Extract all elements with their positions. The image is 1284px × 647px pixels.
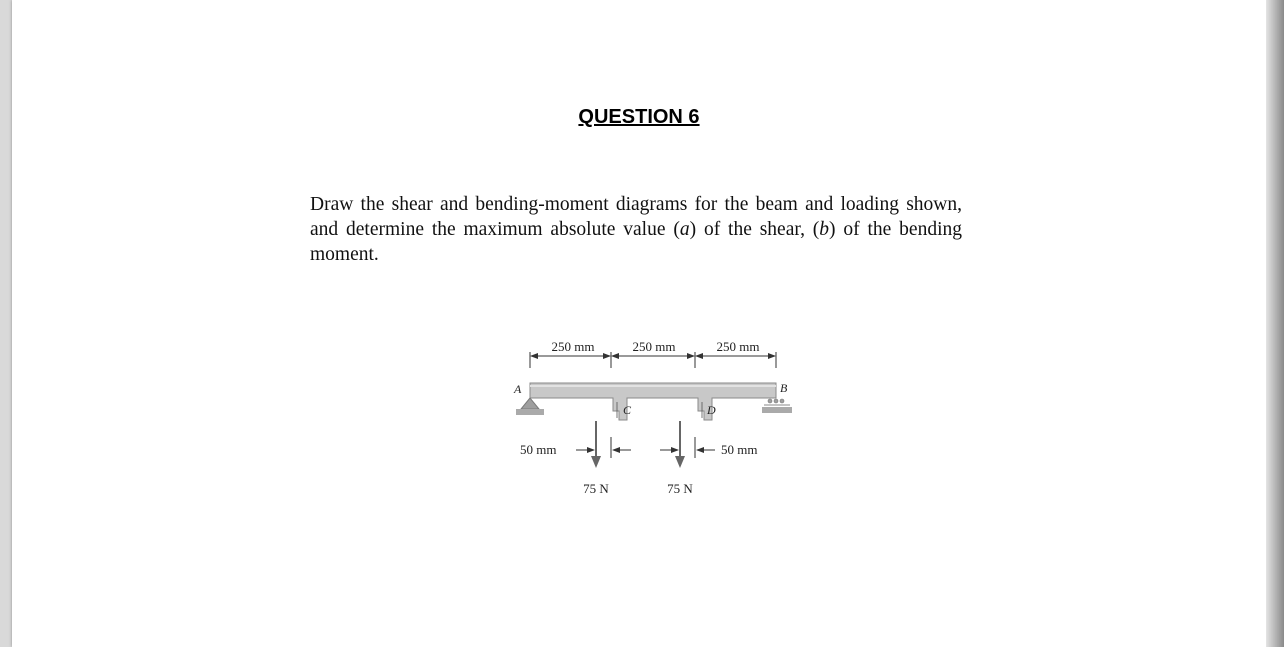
load-label-right: 75 N <box>667 481 693 496</box>
load-arrow-left-head <box>591 456 601 468</box>
roller-1 <box>768 399 772 403</box>
offset-label-left: 50 mm <box>520 442 557 457</box>
part-a-label: a <box>679 218 690 240</box>
offset-label-right: 50 mm <box>721 442 758 457</box>
dim-label-3: 250 mm <box>716 339 760 354</box>
document-page <box>12 0 1266 647</box>
dim-label-2: 250 mm <box>632 339 676 354</box>
pin-support-a <box>521 398 539 409</box>
label-d: D <box>707 403 716 417</box>
roller-2 <box>774 399 778 403</box>
question-heading: QUESTION 6 <box>578 106 700 128</box>
beam <box>530 383 776 420</box>
window-edge <box>1266 0 1284 647</box>
problem-text-1: Draw the shear and bending-moment diagrams for the beam and loading shown, and determine the maximum absolute value ( <box>310 193 962 240</box>
roller-3 <box>780 399 784 403</box>
label-c: C <box>623 403 632 417</box>
label-a: A <box>514 382 522 396</box>
part-b-label: b <box>819 218 830 240</box>
ground-a <box>516 409 544 415</box>
label-b: B <box>780 381 788 395</box>
ground-b <box>762 407 792 413</box>
problem-text-2: ) of the shear, ( <box>689 218 820 240</box>
load-arrow-right-head <box>675 456 685 468</box>
beam-figure <box>500 330 800 505</box>
dim-label-1: 250 mm <box>551 339 595 354</box>
load-label-left: 75 N <box>583 481 609 496</box>
problem-text-3: ) of the bending moment. <box>310 218 962 265</box>
problem-statement <box>310 192 962 267</box>
